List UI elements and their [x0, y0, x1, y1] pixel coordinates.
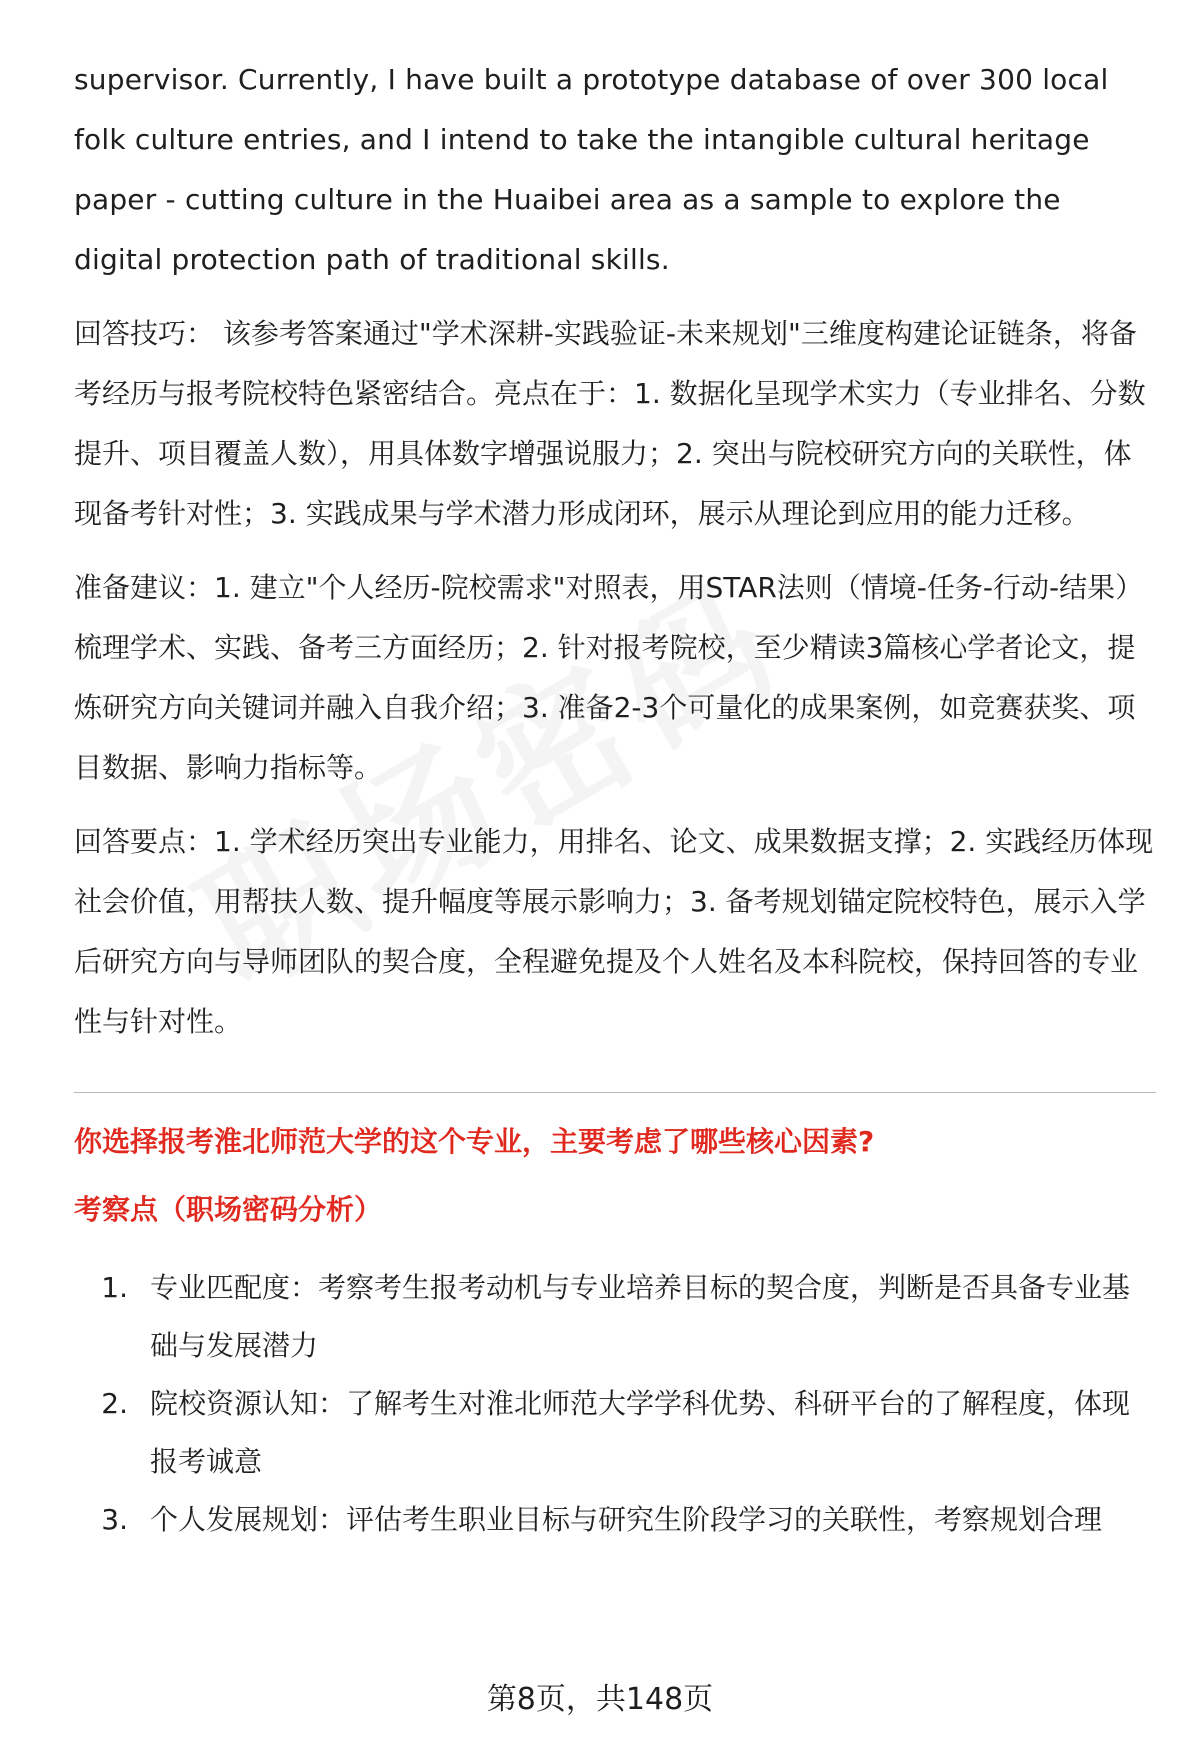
- list-item-number: 1.: [101, 1271, 128, 1304]
- assessment-points-list: [74, 1259, 1156, 1549]
- answer-paragraph-english: supervisor. Currently, I have built a prototype database of over 300 local folk culture entries, and I intend to take the intangible cultural heritage paper - cutting culture in the Huaibei area as a sample to explore the digital protection path of traditional skills.: [74, 63, 1109, 276]
- answer-tips-paragraph: 回答技巧： 该参考答案通过"学术深耕-实践验证-未来规划"三维度构建论证链条，将备考经历与报考院校特色紧密结合。亮点在于：1. 数据化呈现学术实力（专业排名、分数提升、项目覆盖人数），用具体数字增强说服力；2. 突出与院校研究方向的关联性，体现备考针对性；3. 实践成果与学术潜力形成闭环，展示从理论到应用的能力迁移。: [74, 317, 1146, 530]
- list-item-number: 2.: [101, 1387, 128, 1420]
- preparation-advice-paragraph: 准备建议：1. 建立"个人经历-院校需求"对照表，用STAR法则（情境-任务-行动-结果）梳理学术、实践、备考三方面经历；2. 针对报考院校，至少精读3篇核心学者论文，提炼研究方向关键词并融入自我介绍；3. 准备2-3个可量化的成果案例，如竞赛获奖、项目数据、影响力指标等。: [74, 571, 1144, 784]
- interview-question: 你选择报考淮北师范大学的这个专业，主要考虑了哪些核心因素?: [74, 1125, 875, 1158]
- list-item: [74, 1375, 1156, 1491]
- list-item: [74, 1491, 1156, 1549]
- list-item-text: 专业匹配度：考察考生报考动机与专业培养目标的契合度，判断是否具备专业基础与发展潜力: [150, 1271, 1131, 1362]
- page-number: 第8页，共148页: [486, 1682, 714, 1717]
- list-item-text: 个人发展规划：评估考生职业目标与研究生阶段学习的关联性，考察规划合理: [150, 1503, 1103, 1536]
- answer-key-points-paragraph: 回答要点：1. 学术经历突出专业能力，用排名、论文、成果数据支撑；2. 实践经历体现社会价值，用帮扶人数、提升幅度等展示影响力；3. 备考规划锚定院校特色，展示入学后研究方向与导师团队的契合度，全程避免提及个人姓名及本科院校，保持回答的专业性与针对性。: [74, 825, 1154, 1038]
- list-item-number: 3.: [101, 1503, 128, 1536]
- page-content: [74, 50, 1156, 1549]
- section-divider: [74, 1092, 1156, 1093]
- list-item-text: 院校资源认知：了解考生对淮北师范大学学科优势、科研平台的了解程度，体现报考诚意: [150, 1387, 1131, 1478]
- assessment-points-title: 考察点（职场密码分析）: [74, 1193, 383, 1226]
- list-item: [74, 1259, 1156, 1375]
